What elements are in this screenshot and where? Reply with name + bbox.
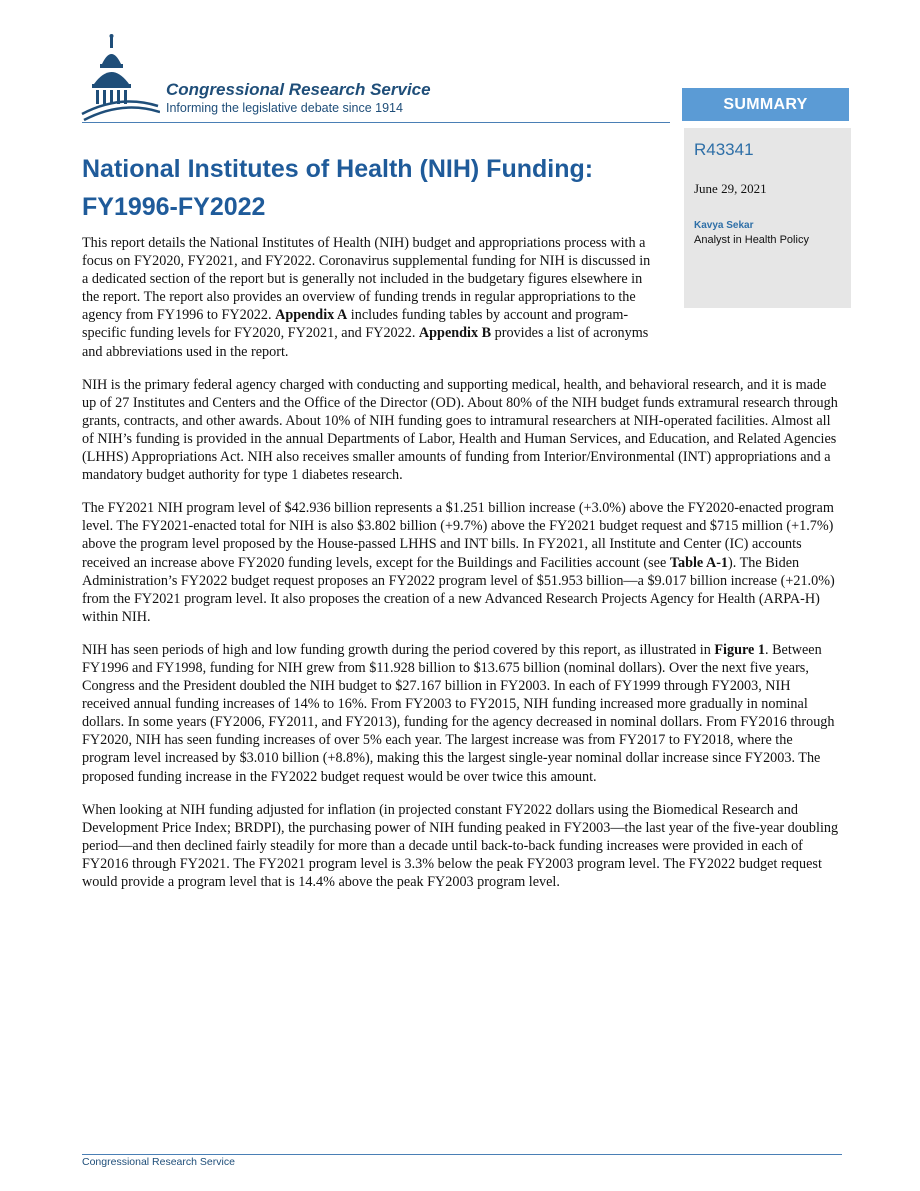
text-run: . Between FY1996 and FY1998, funding for NIH grew from $11.928 billion to $13.675 billion (nominal dollars). Over the next five years, Congress and the President doubled the NIH budget to $27.167 billion in FY2003. In each of FY1999 through FY2003, NIH received annual funding increases of 14% to 16%. From FY2003 to FY2015, NIH funding increased more gradually in nominal dollars. In some years (FY2006, FY2011, and FY2013), funding for the agency decreased in nominal dollars. From FY2016 through FY2020, NIH has seen funding increases of over 5% each year. The largest increase was from FY2017 to FY2018, where the program level increased by $3.010 billion (+8.8%), making this the largest single-year nominal dollar increase since FY2003. The proposed funding increase in the FY2022 budget request would be over twice this amount.	[82, 641, 835, 785]
text-run: includes funding tables by account and program-specific funding levels for FY2020, FY2021, and FY2022.	[82, 307, 629, 342]
paragraph-inflation: When looking at NIH funding adjusted for inflation (in projected constant FY2022 dollars using the Biomedical Research and Development Price Index; BRDPI), the purchasing power of NIH funding peaked in FY2003—the last year of the five-year doubling period—and then declined fairly steadily for more than a decade until back-to-back funding increases were provided in each of FY2016 through FY2021. The FY2021 program level is 3.3% below the peak FY2003 program level. The FY2022 budget request would provide a program level that is 14.4% above the peak FY2003 program level.	[82, 801, 839, 890]
crs-logo	[80, 34, 480, 124]
footer-text: Congressional Research Service	[82, 1156, 235, 1168]
appendix-b-ref: Appendix B	[418, 325, 492, 342]
report-date: June 29, 2021	[694, 181, 767, 196]
org-tagline: Informing the legislative debate since 1914	[166, 101, 403, 115]
paragraph-agency: NIH is the primary federal agency charged with conducting and supporting medical, health, and behavioral research, and it is made up of 27 Institutes and Centers and the Office of the Director (OD). About 80% of the NIH budget funds extramural research through grants, contracts, and other awards. About 10% of NIH funding goes to intramural researchers at NIH-operated facilities. Almost all of NIH’s funding is provided in the annual Departments of Labor, Health and Human Services, and Education, and Related Agencies (LHHS) Appropriations Act. NIH also receives smaller amounts of funding from Interior/Environmental (INT) appropriations and a mandatory budget authority for type 1 diabetes research.	[82, 376, 838, 484]
header-divider	[82, 122, 670, 123]
figure-1-ref: Figure 1	[714, 641, 765, 658]
footer-divider	[82, 1154, 842, 1155]
text-run: provides a list of acronyms and abbreviations used in the report.	[82, 325, 649, 360]
capitol-dome-icon	[80, 34, 160, 124]
paragraph-fy2021	[82, 499, 842, 626]
page-title	[82, 150, 662, 226]
org-name: Congressional Research Service	[166, 80, 431, 99]
summary-body	[82, 234, 842, 906]
paragraph-trends	[82, 641, 842, 786]
text-run: ). The Biden Administration’s FY2022 budget request proposes an FY2022 program level of $51.953 billion—a $9.017 billion increase (+21.0%) from the FY2021 program level. It also proposes the creation of a new Advanced Research Projects Agency for Health (ARPA-H) within NIH.	[82, 554, 835, 625]
author-name: Kavya Sekar	[694, 220, 754, 231]
paragraph-overview	[82, 234, 654, 361]
summary-tab: SUMMARY	[682, 88, 849, 121]
text-run: NIH has seen periods of high and low funding growth during the period covered by this report, as illustrated in	[82, 641, 715, 658]
text-run: This report details the National Institutes of Health (NIH) budget and appropriations process with a focus on FY2020, FY2021, and FY2022. Coronavirus supplemental funding for NIH is discussed in a dedicated section of the report but is generally not included in the budgetary figures elsewhere in the report. The report also provides an overview of funding trends in regular appropriations to the agency from FY1996 to FY2022.	[82, 235, 651, 324]
title-line-1: National Institutes of Health (NIH) Funding:	[82, 155, 594, 183]
table-a1-ref: Table A-1	[669, 554, 729, 571]
title-line-2: FY1996-FY2022	[82, 193, 266, 221]
report-id: R43341	[694, 140, 754, 159]
appendix-a-ref: Appendix A	[275, 307, 348, 324]
author-role: Analyst in Health Policy	[694, 234, 809, 246]
text-run: The FY2021 NIH program level of $42.936 billion represents a $1.251 billion increase (+3.0%) above the FY2020-enacted program level. The FY2021-enacted total for NIH is also $3.802 billion (+9.7%) above the FY2021 budget request and $715 million (+1.7%) above the program level proposed by the House-passed LHHS and INT bills. In FY2021, all Institute and Center (IC) accounts received an increase above FY2020 funding levels, except for the Buildings and Facilities account (see	[82, 500, 834, 571]
